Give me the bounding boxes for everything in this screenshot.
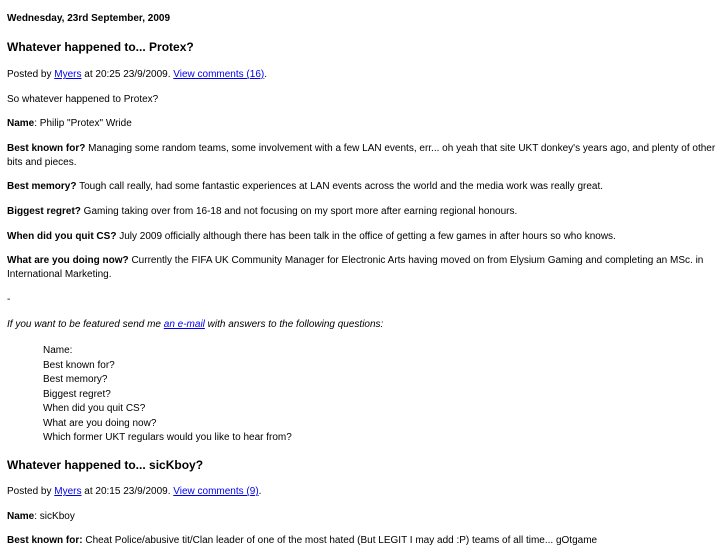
author-link[interactable]: Myers — [54, 486, 82, 497]
answer-label: Best memory? — [7, 181, 77, 192]
post-intro: So whatever happened to Protex? — [7, 94, 159, 105]
answer-text: Managing some random teams, some involvement with a few LAN events, err... oh yeah that site UKT donkey's years ago, and plenty of other bits and pieces. — [7, 143, 716, 168]
answer-known-for — [7, 142, 719, 170]
answer-label: Biggest regret? — [7, 206, 81, 217]
byline-prefix: Posted by — [7, 486, 52, 497]
byline-suffix: . — [258, 486, 262, 497]
byline-time: at 20:25 23/9/2009. — [84, 69, 171, 80]
comments-link[interactable]: View comments (16) — [173, 69, 265, 80]
answer-name — [7, 510, 719, 524]
answer-text: Cheat Police/abusive tit/Clan leader of one of the most hated (But LEGIT I may add :P) teams of all time... gOtgame — [82, 535, 598, 546]
comments-link[interactable]: View comments (9) — [173, 486, 259, 497]
featured-invite — [7, 318, 719, 332]
featured-prefix: If you want to be featured send me — [7, 319, 164, 330]
list-item: When did you quit CS? — [43, 403, 146, 414]
answer-label: What are you doing now? — [7, 255, 129, 266]
answer-text: : sicKboy — [34, 511, 75, 522]
list-item: Biggest regret? — [43, 388, 111, 400]
answer-label: Name — [7, 118, 35, 129]
email-link[interactable]: an e-mail — [163, 319, 205, 330]
post-title[interactable]: Whatever happened to... Protex? — [7, 40, 194, 54]
post-byline — [7, 485, 719, 499]
post-title[interactable]: Whatever happened to... sicKboy? — [7, 458, 204, 472]
answer-text: Gaming taking over from 16-18 and not focusing on my sport more after earning regional honours. — [80, 206, 518, 217]
answer-label: Best known for? — [7, 143, 86, 154]
answer-text: : Philip "Protex" Wride — [34, 118, 132, 129]
answer-doing-now — [7, 254, 719, 282]
byline-time: at 20:15 23/9/2009. — [84, 486, 171, 497]
answer-text: July 2009 officially although there has been talk in the office of getting a few games in after hours so who knows. — [116, 231, 616, 242]
answer-label: Name — [7, 511, 35, 522]
list-item: Name: — [43, 345, 73, 356]
date-header: Wednesday, 23rd September, 2009 — [7, 13, 171, 24]
list-item: Best memory? — [43, 374, 108, 385]
list-item: What are you doing now? — [43, 417, 157, 429]
author-link[interactable]: Myers — [54, 69, 82, 80]
answer-text: Currently the FIFA UK Community Manager for Electronic Arts having moved on from Elysium Gaming and completing an MSc. in International Marketing. — [7, 255, 704, 280]
answer-label: When did you quit CS? — [7, 231, 117, 242]
byline-suffix: . — [264, 69, 267, 80]
answer-label: Best known for: — [7, 535, 83, 546]
answer-regret — [7, 205, 719, 219]
list-item: Which former UKT regulars would you like to hear from? — [43, 432, 292, 443]
list-item: Best known for? — [43, 359, 115, 371]
separator: - — [7, 294, 11, 305]
answer-quit — [7, 230, 719, 244]
question-list — [43, 344, 292, 446]
featured-suffix: with answers to the following questions: — [204, 319, 384, 330]
answer-known-for — [7, 534, 719, 548]
answer-memory — [7, 180, 719, 194]
answer-name — [7, 117, 719, 131]
answer-text: Tough call really, had some fantastic experiences at LAN events across the world and the media work was really great. — [76, 181, 604, 192]
byline-prefix: Posted by — [7, 69, 52, 80]
post-byline — [7, 68, 719, 82]
